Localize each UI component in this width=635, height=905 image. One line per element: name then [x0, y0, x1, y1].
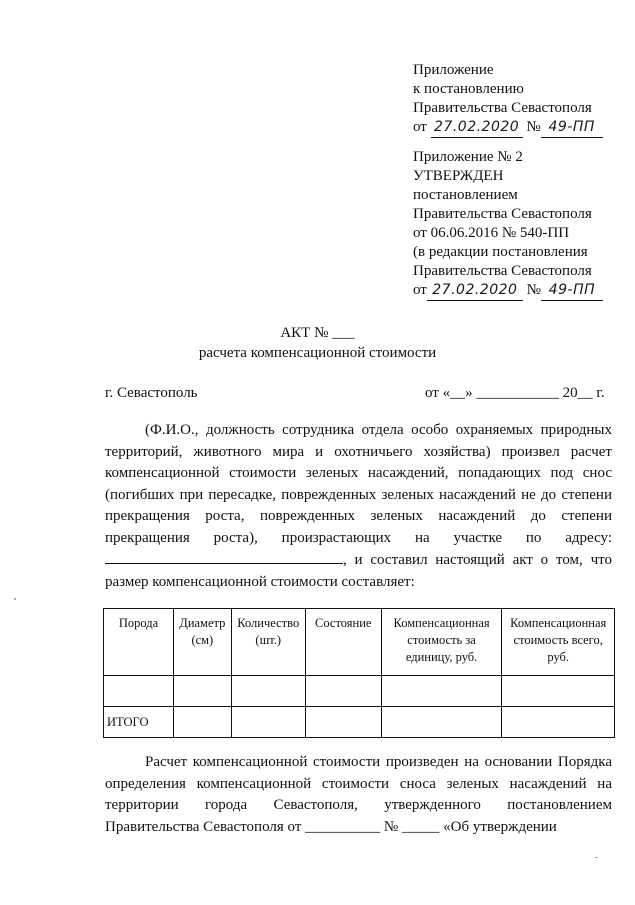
total-label: ИТОГО: [104, 707, 174, 738]
appendix-title: Приложение: [413, 62, 494, 78]
table-cell: [305, 676, 381, 707]
appendix-line: Правительства Севастополя: [413, 100, 592, 116]
appendix2-title: Приложение № 2: [413, 149, 523, 165]
scan-speck: [14, 598, 16, 600]
table-cell: [381, 676, 502, 707]
handwritten-date: 27.02.2020: [431, 118, 523, 138]
approved-label: УТВЕРЖДЕН: [413, 168, 504, 184]
appendix-date-line: от 27.02.2020 № 49-ПП: [413, 118, 603, 138]
table-cell: [502, 707, 615, 738]
column-header: Количество (шт.): [231, 609, 305, 676]
scan-speck: [595, 857, 598, 858]
handwritten-number: 49-ПП: [541, 281, 603, 301]
table-cell: [173, 676, 231, 707]
appendix2-line: от 06.06.2016 № 540-ПП: [413, 225, 570, 241]
column-header: Порода: [104, 609, 174, 676]
table-cell: [305, 707, 381, 738]
appendix2-line: Правительства Севастополя: [413, 263, 592, 279]
table-cell: [173, 707, 231, 738]
table-cell: [502, 676, 615, 707]
column-header: Компенсационная стоимость за единицу, руб.: [381, 609, 502, 676]
appendix-block: [413, 61, 603, 138]
appendix-line: к постановлению: [413, 81, 524, 97]
handwritten-number: 49-ПП: [541, 118, 603, 138]
appendix2-line: (в редакции постановления: [413, 244, 588, 260]
table-cell: [104, 676, 174, 707]
column-header: Состояние: [305, 609, 381, 676]
act-title: АКТ № ___: [280, 325, 355, 341]
compensation-table: [103, 608, 615, 738]
handwritten-date: 27.02.2020: [427, 281, 523, 301]
table-row: [104, 676, 615, 707]
table-cell: [231, 707, 305, 738]
table-total-row: [104, 707, 615, 738]
table-cell: [231, 676, 305, 707]
city-label: г. Севастополь: [105, 385, 198, 401]
column-header: Компенсационная стоимость всего, руб.: [502, 609, 615, 676]
address-blank: [105, 549, 343, 564]
appendix2-line: Правительства Севастополя: [413, 206, 592, 222]
table-cell: [381, 707, 502, 738]
appendix2-date-line: от 27.02.2020 № 49-ПП: [413, 281, 603, 301]
act-date-line: от «__» ___________ 20__ г.: [425, 385, 605, 401]
appendix2-block: [413, 148, 603, 301]
column-header: Диаметр (см): [173, 609, 231, 676]
body-paragraph: (Ф.И.О., должность сотрудника отдела особо охраняемых природных территорий, животного мира и охотничьего хозяйства) произвел расчет компенсационной стоимости зеленых насаждений, попадающих под снос (погибших при пересадке, поврежденных зеленых насаждений не до степени прекращения роста, поврежденных зеленых насаждений до степени прекращения роста), произрастающих на участке по адресу: , и составил настоящий акт о том, что размер компенсационной стоимости составляет:: [105, 422, 612, 590]
act-subtitle: расчета компенсационной стоимости: [198, 345, 437, 361]
appendix2-line: постановлением: [413, 187, 518, 203]
table-header-row: [104, 609, 615, 676]
body-paragraph: Расчет компенсационной стоимости произведен на основании Порядка определения компенсационной стоимости сноса зеленых насаждений на территории города Севастополя, утвержденного постановлением Правительства Севастополя от __________ № _____ «Об утверждении: [105, 754, 612, 835]
